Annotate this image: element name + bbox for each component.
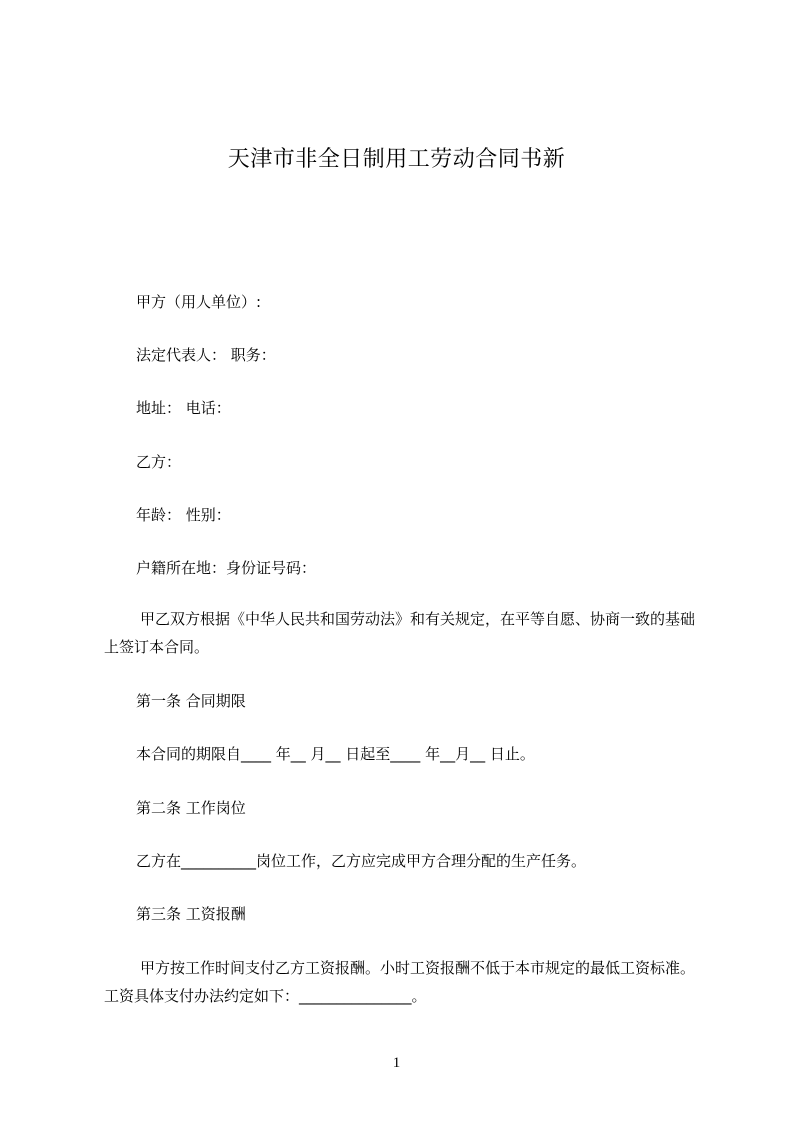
article1-heading: 第一条 合同期限 xyxy=(136,692,246,710)
page-number: 1 xyxy=(392,1055,401,1071)
article2-body: 乙方在__________岗位工作，乙方应完成甲方合理分配的生产任务。 xyxy=(136,852,587,870)
address-label: 地址： 电话： xyxy=(136,399,231,417)
party-b-label: 乙方： xyxy=(136,453,182,471)
household-label: 户籍所在地：身份证号码： xyxy=(136,559,317,577)
article3-body: 甲方按工作时间支付乙方工资报酬。小时工资报酬不低于本市规定的最低工资标准。工资具体支付办法约定如下：_______________。 xyxy=(104,959,696,1005)
intro-text: 甲乙双方根据《中华人民共和国劳动法》和有关规定，在平等自愿、协商一致的基础上签订本合同。 xyxy=(104,610,696,656)
party-a-label: 甲方（用人单位）: xyxy=(136,293,262,311)
age-gender-label: 年龄： 性别： xyxy=(136,506,231,524)
legal-rep-label: 法定代表人： 职务： xyxy=(136,346,276,364)
article2-heading: 第二条 工作岗位 xyxy=(136,799,246,817)
article3-heading: 第三条 工资报酬 xyxy=(136,905,246,923)
document-title: 天津市非全日制用工劳动合同书新 xyxy=(227,147,566,172)
article1-body: 本合同的期限自____ 年__ 月__ 日起至____ 年__月__ 日止。 xyxy=(136,745,535,763)
article3-paragraph xyxy=(104,954,704,1010)
intro-paragraph xyxy=(104,605,704,661)
